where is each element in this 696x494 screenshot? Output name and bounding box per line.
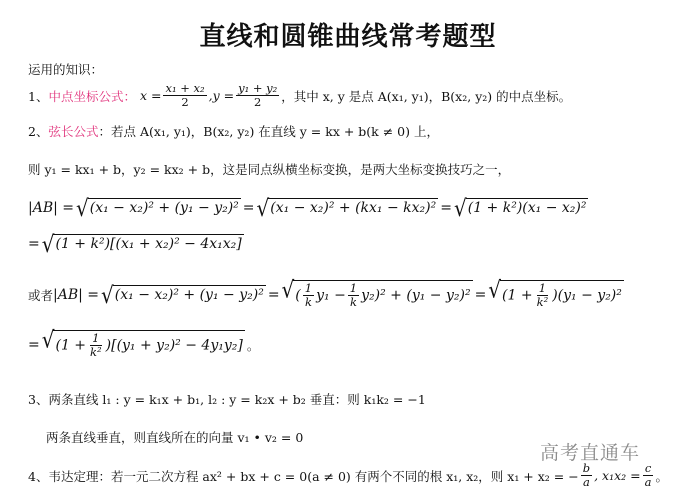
y-numerator: y₁ + y₂ xyxy=(238,81,278,95)
sqrt-5-body: (x₁ − x₂)² + (y₁ − y₂)² xyxy=(114,286,264,303)
c-over-a xyxy=(643,462,654,489)
vector-perpendicular-line: 两条直线垂直，则直线所在的向量 v₁ • v₂ = 0 xyxy=(46,430,304,445)
sqrt-7: √ (1 + $\frac{1}{\text{k²}}$ )(y₁ − y₂)² xyxy=(488,275,622,309)
sqrt-1-body: (x₁ − x₂)² + (y₁ − y₂)² xyxy=(89,200,239,216)
ab-length-line-1 xyxy=(28,194,590,222)
sqrt-6: √ ( $\frac{1}{k}$ y₁ − $\frac{1}{k}$ y₂)² + (y₁ − y₂)² xyxy=(281,275,471,309)
frac-den: k xyxy=(304,295,312,309)
period: 。 xyxy=(655,468,668,484)
sqrt-4: √ (1 + k²)[(x₁ + x₂)² − 4x₁x₂] xyxy=(41,230,242,258)
sqrt-3: √ (1 + k²)(x₁ − x₂)² xyxy=(453,194,587,222)
sqrt-6-body: ( $\frac{1}{k}$ y₁ − $\frac{1}{k}$ y₂)² + (y₁ − y₂)² xyxy=(295,281,471,309)
sqrt-8: √ (1 + $\frac{1}{\text{k²}}$ )[(y₁ + y₂)² − 4y₁y₂] xyxy=(41,325,243,359)
equals: = xyxy=(267,286,280,303)
ab-lhs: |AB| = xyxy=(53,286,100,303)
one-plus: (1 + xyxy=(502,287,533,304)
b-over-a xyxy=(581,462,592,489)
sqrt-6-tail: y₂)² + (y₁ − y₂)² xyxy=(361,287,471,304)
frac-num: 1 xyxy=(304,281,313,295)
x-denominator: 2 xyxy=(181,95,189,109)
equals: = xyxy=(28,236,40,252)
midpoint-rest: ，其中 x, y 是点 A(x₁, y₁)，B(x₂, y₂) 的中点坐标。 xyxy=(281,88,572,104)
frac-num: b xyxy=(582,461,591,475)
watermark-text: 高考直通车 xyxy=(540,442,641,464)
equals: = xyxy=(440,200,452,216)
sqrt-1: √ (x₁ − x₂)² + (y₁ − y₂)² xyxy=(76,194,239,222)
x-numerator: x₁ + x₂ xyxy=(165,81,205,95)
label-colon: ： xyxy=(123,88,136,104)
x-fraction xyxy=(163,82,206,109)
y-equals: ,y = xyxy=(208,88,235,103)
frac-den: k² xyxy=(536,295,549,309)
period: 。 xyxy=(246,337,260,353)
one-over-k2 xyxy=(88,332,104,359)
paren-open: ( xyxy=(295,287,301,304)
frac-num: 1 xyxy=(92,331,100,345)
sqrt-7-tail: )(y₁ − y₂)² xyxy=(552,287,622,304)
ab-length-y-line-1 xyxy=(28,275,626,309)
midpoint-label: 中点坐标公式 xyxy=(48,88,124,104)
perpendicular-line xyxy=(28,390,426,408)
frac-num: 1 xyxy=(349,281,358,295)
vieta-line xyxy=(28,462,668,489)
sqrt-8-tail: )[(y₁ + y₂)² − 4y₁y₂] xyxy=(105,337,243,354)
ab-lhs: |AB| = xyxy=(28,200,75,216)
frac-den: a xyxy=(582,475,590,489)
ab-length-line-2 xyxy=(28,230,246,258)
chord-formula-line xyxy=(28,122,439,140)
frac-num: 1 xyxy=(538,281,547,295)
item-number: 4、 xyxy=(28,468,49,484)
frac-num: c xyxy=(644,461,652,475)
ab-length-y-line-2 xyxy=(28,325,260,359)
frac-den: k xyxy=(349,295,357,309)
equals: = xyxy=(474,286,487,303)
sqrt-2-body: (x₁ − x₂)² + (kx₁ − kx₂)² xyxy=(270,200,437,216)
frac-den: k² xyxy=(90,345,102,359)
perpendicular-text: 两条直线 l₁ : y = k₁x + b₁, l₂ : y = k₂x + b₂ 垂直：则 k₁k₂ = −1 xyxy=(48,392,426,407)
sqrt-8-body xyxy=(53,330,244,359)
sqrt-3-body: (1 + k²)(x₁ − x₂)² xyxy=(467,200,587,216)
sqrt-2: √ (x₁ − x₂)² + (kx₁ − kx₂)² xyxy=(256,194,437,222)
frac-den: a xyxy=(644,475,652,489)
y-fraction xyxy=(236,82,279,109)
intro-line: 运用的知识： xyxy=(28,62,104,77)
equals: = xyxy=(242,200,255,216)
one-over-k xyxy=(348,282,359,309)
one-plus: (1 + xyxy=(55,337,87,354)
chord-label: 弦长公式 xyxy=(48,124,99,139)
sqrt-5: √ (x₁ − x₂)² + (y₁ − y₂)² xyxy=(101,280,264,309)
vieta-text: 韦达定理：若一元二次方程 ax² + bx + c = 0(a ≠ 0) 有两个不同的根 x₁, x₂，则 x₁ + x₂ = − xyxy=(48,468,579,484)
equals: = xyxy=(28,336,40,353)
item-number: 3、 xyxy=(28,392,49,407)
coordinate-transform-line: 则 y₁ = kx₁ + b，y₂ = kx₂ + b，这是同点纵横坐标变换，是两大坐标变换技巧之一， xyxy=(28,162,511,177)
item-number: 2、 xyxy=(28,124,49,139)
or-label: 或者 xyxy=(28,287,54,303)
sqrt-7-body xyxy=(500,280,624,309)
y-denominator: 2 xyxy=(254,95,262,109)
midpoint-formula-line xyxy=(28,82,571,109)
product-eq: , x₁x₂ = xyxy=(594,468,641,483)
item-number: 1、 xyxy=(28,88,49,104)
chord-rest: ：若点 A(x₁, y₁)，B(x₂, y₂) 在直线 y = kx + b(k ≠ 0) 上， xyxy=(98,124,439,139)
one-over-k2 xyxy=(535,282,551,309)
one-over-k xyxy=(303,282,314,309)
page-title: 直线和圆锥曲线常考题型 xyxy=(199,22,497,52)
sqrt-4-body: (1 + k²)[(x₁ + x₂)² − 4x₁x₂] xyxy=(55,236,242,252)
x-equals: x = xyxy=(139,88,162,103)
